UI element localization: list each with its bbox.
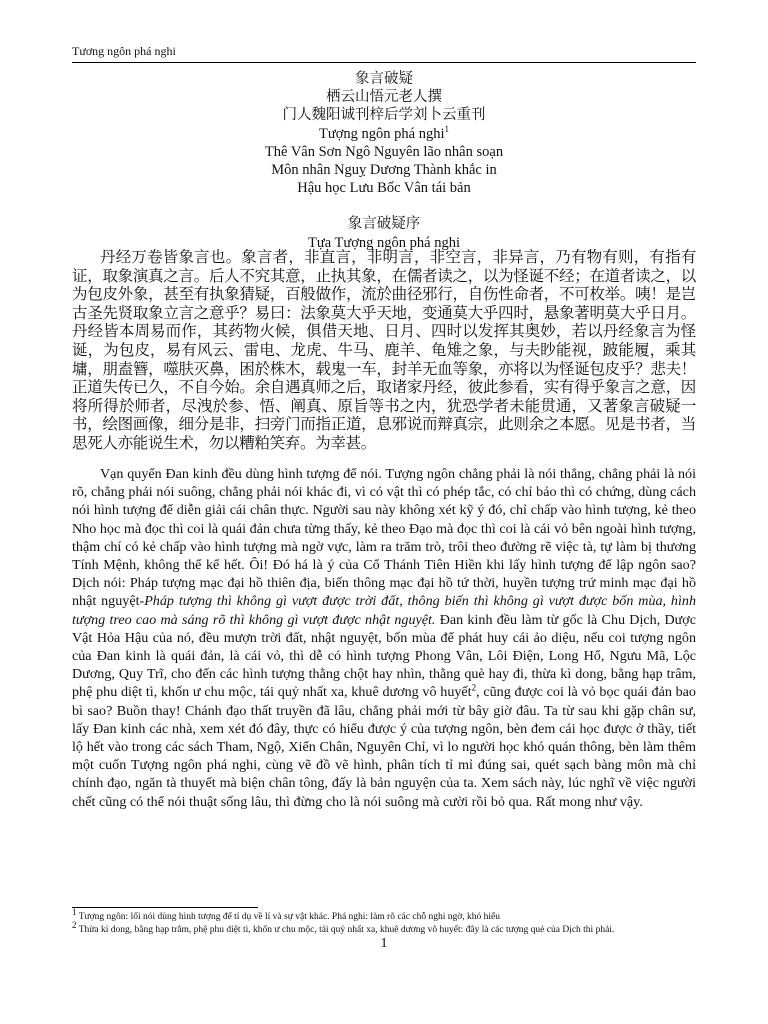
author-vi: Thê Vân Sơn Ngô Nguyên lão nhân soạn bbox=[264, 143, 504, 160]
footnote-divider bbox=[72, 907, 258, 908]
footnote-ref-2: 2 bbox=[471, 682, 477, 693]
footnotes bbox=[72, 906, 696, 937]
page-number: 1 bbox=[380, 936, 388, 951]
footnote-ref-1: 1 bbox=[444, 123, 449, 134]
publisher-vi: Môn nhân Nguỵ Dương Thành khắc in bbox=[271, 162, 497, 179]
preface-title-han: 象言破疑序 bbox=[347, 216, 421, 233]
footnote-2 bbox=[72, 919, 696, 936]
preface-vi-part2: Đan kinh đều làm từ gốc là Chu Dịch, Dược Vật Hỏa Hậu của nó, đều mượn trời đất, nhật nguyệt, bốn mùa để phát huy cái ảo diệu, nếu coi tượng ngôn của Đan kinh là quái đản, là cái vỏ, thì dễ có hình tượng Phong Vân, Lôi Điện, Long Hổ, Ngưu Mã, Lộc Dương, Quy Trĩ, cho đến các hình tượng thằng chột hay nhìn, thằng què hay đi, thừa kì dong, bằng hạp trâm, phệ phu diệt tì, khốn ư chu mộc, tái quỷ nhất xa, khuê dương vô huyết bbox=[72, 611, 696, 701]
title-han: 象言破疑 bbox=[355, 71, 413, 87]
publisher-han: 门人魏阳诚刊梓后学刘卜云重刊 bbox=[282, 107, 486, 124]
footnote-1 bbox=[72, 906, 696, 923]
title-block bbox=[72, 70, 696, 252]
footnote-2-text: Thừa kì dong, bằng hạp trâm, phệ phu diệt tì, khốn ư chu mộc, tái quỷ nhất xa, khuê dương vô huyết: đây là các tượng quẻ của Dịch thì phải. bbox=[76, 925, 615, 935]
footnote-2-number: 2 bbox=[72, 919, 77, 930]
footnote-1-number: 1 bbox=[72, 906, 77, 917]
preface-vi-part3: , cũng được coi là vỏ bọc quái đản bao bì sao? Buồn thay! Chánh đạo thất truyền đã lâu, chẳng phải mới từ bây giờ đâu. Ta từ sau khi gặp chân sư, lấy Đan kinh các nhà, xem xét đó đây, thực có hiểu được ý của tượng ngôn, bèn đem cái học được ở thầy, tiết lộ hết vào trong các sách Tham, Ngộ, Xiển Chân, Nguyên Chỉ, vì lo người học khó quán thông, bèn làm thêm một cuốn Tượng ngôn phá nghi, cùng vẽ đồ vẽ hình, phân tích tỉ mỉ đúng sai, quét sạch bàng môn mà chỉ chính đạo, ngăn tà thuyết mà biện chân tông, đấy là bản nguyện của ta. Xem sách này, lúc nghĩ về việc người chết cũng có thể nói thuật sống lâu, thì đừng cho là nói suông mà cười rồi bỏ qua. Rất mong như vậy. bbox=[72, 684, 696, 810]
preface-vi-paragraph bbox=[72, 465, 696, 811]
preface-title-vi: Tựa Tượng ngôn phá nghi bbox=[308, 234, 460, 251]
running-header: Tương ngôn phá nghi bbox=[72, 44, 696, 63]
preface-vi-part1: Vạn quyển Đan kinh đều dùng hình tượng để nói. Tượng ngôn chẳng phải là nói thẳng, chẳng phải là nói rõ, chẳng phải nói suông, chẳng phải nói khác đi, vì có vật thì có phép tắc, có chỉ bảo thì có chứng, dùng cách nói hình tượng để diễn giải cái chân thực. Người sau này không xét kỹ ý đó, chỉ chấp vào hình tượng, kẻ theo Nho học mà đọc thì coi là quái đản chưa từng thấy, kẻ theo Đạo mà đọc thì coi là cái vỏ bên ngoài hình tượng, thậm chí có kẻ chấp vào hình tượng mà ngờ vực, làm ra trăm trò, trôi theo đường rẽ việc tà, tự làm bị thương Tính Mệnh, không thể kể hết. Ôi! Đó há là ý của Cổ Thánh Tiên Hiền khi lấy hình tượng để lập ngôn sao? Dịch nói: Pháp tượng mạc đại hồ thiên địa, biến thông mạc đại hồ tứ thời, huyền tượng trứ minh mạc đại hồ nhật nguyệt- bbox=[72, 466, 696, 610]
footnote-1-text: Tượng ngôn: lối nói dùng hình tượng để tỉ dụ về lí và sự vật khác. Phá nghi: làm rõ các chỗ nghi ngờ, khó hiểu bbox=[76, 912, 500, 922]
preface-han-paragraph: 丹经万卷皆象言也。象言者，非直言，非明言，非空言，非异言，乃有物有则，有指有证，取象演真之言。后人不究其意，止执其象，在儒者读之，以为怪诞不经；在道者读之，以为包皮外象，甚至有执象猜疑，百般做作，流於曲径邪行，自伤性命者，不可枚举。咦！是岂古圣先贤取象立言之意乎？易曰：法象莫大乎天地，变通莫大乎四时，悬象著明莫大乎日月。丹经皆本周易而作，其药物火候，俱借天地、日月、四时以发挥其奥妙，若以丹经象言为怪诞，为包皮，易有风云、雷电、龙虎、牛马、鹿羊、龟雉之象，与夫眇能视，跛能履，乘其墉，朋盍簪，噬肤灭鼻，困於株木，载鬼一车，封羊无血等象，亦将以为怪诞包皮乎？悲夫！正道失传已久，不自今始。余自遇真师之后，取诸家丹经，彼此参看，实有得乎象言之意，因将所得於师者，尽洩於参、悟、阐真、原旨等书之内，犹恐学者未能贯通，又著象言破疑一书，绘图画像，细分是非，扫旁门而指正道，息邪说而辩真宗，此则余之本愿。见是书者，当思死人亦能说生术，勿以糟粕笑弃。为幸甚。 bbox=[72, 248, 696, 452]
author-han: 栖云山悟元老人撰 bbox=[326, 89, 442, 106]
reprint-vi: Hậu học Lưu Bốc Vân tái bản bbox=[297, 180, 471, 197]
title-vi-text: Tượng ngôn phá nghi bbox=[319, 125, 445, 142]
preface-vi-italic: Pháp tượng thì không gì vượt được trời đất, thông biến thì không gì vượt được bốn mùa, hình tượng treo cao mà sáng rõ thì không gì vượt được nhật nguyệt. bbox=[72, 593, 696, 628]
title-vi bbox=[72, 125, 696, 143]
